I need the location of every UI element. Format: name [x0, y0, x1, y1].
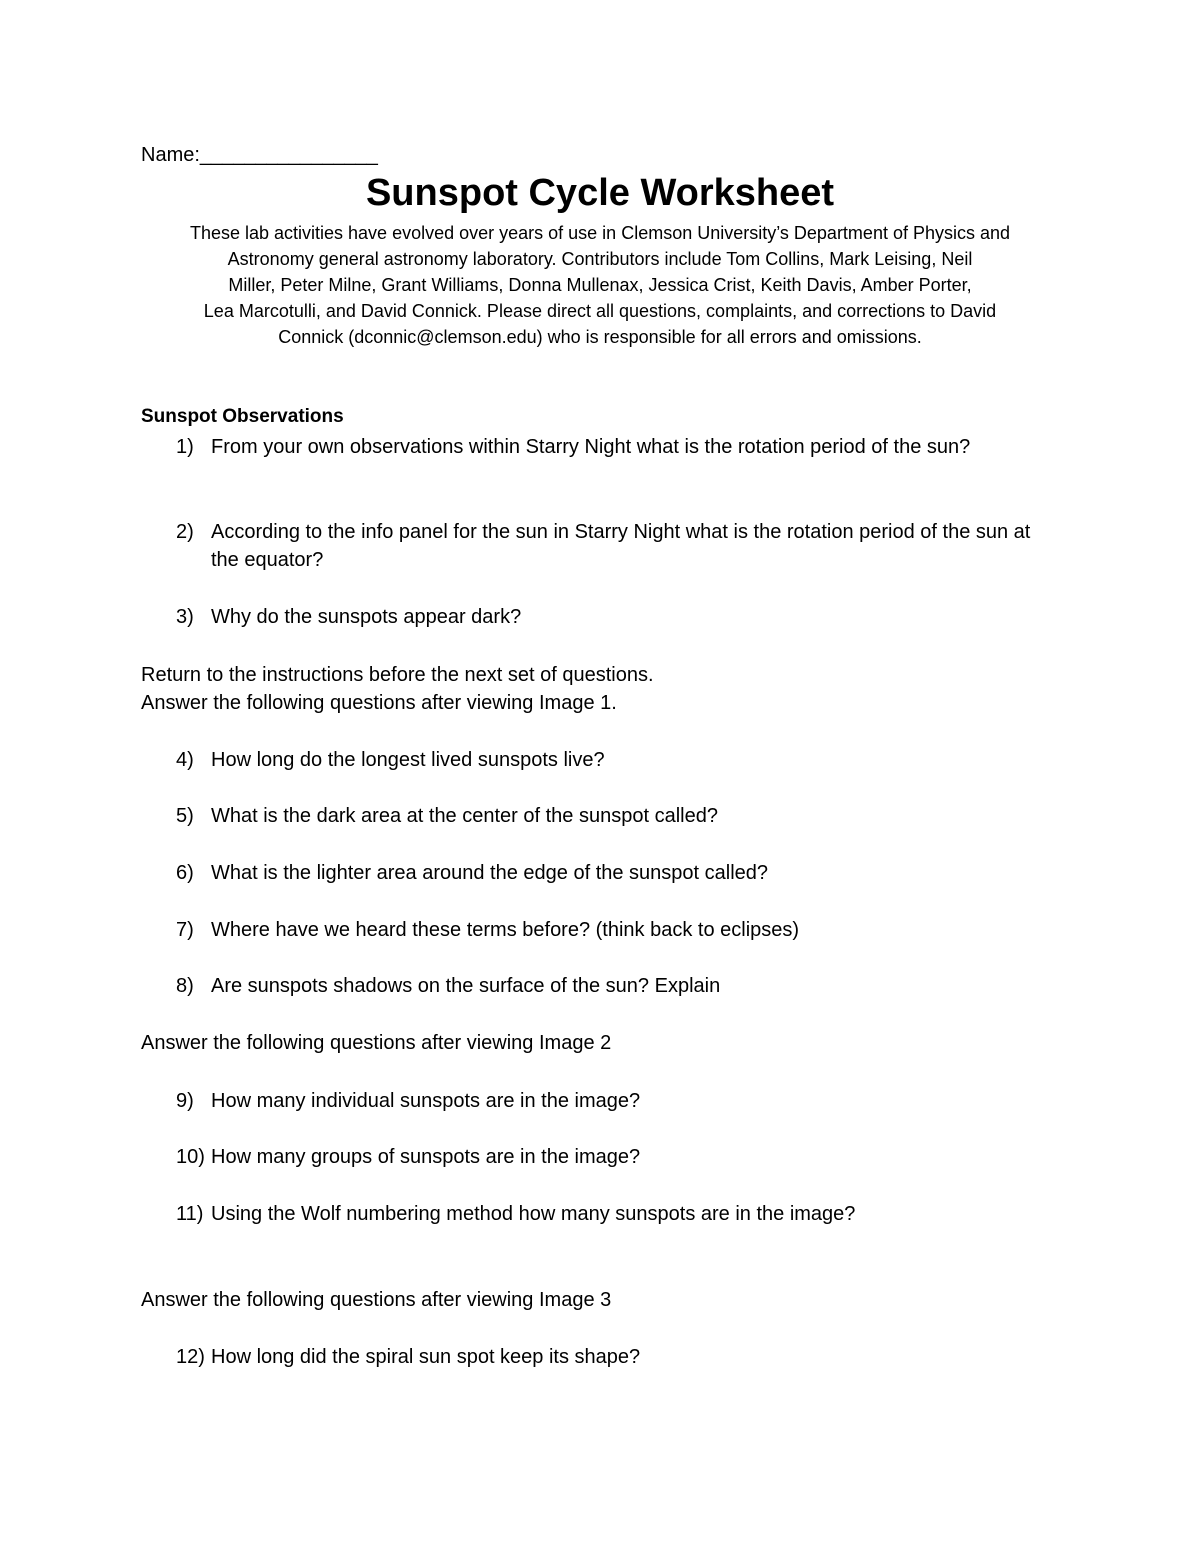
credits-line: Lea Marcotulli, and David Connick. Please direct all questions, complaints, and corrections to David — [203, 301, 997, 321]
question-number: 5) — [176, 805, 194, 827]
question-text: How long did the spiral sun spot keep its shape? — [211, 1346, 641, 1368]
question-number: 3) — [176, 606, 194, 628]
question-number: 2) — [176, 521, 194, 543]
question-text: Are sunspots shadows on the surface of the sun? Explain — [211, 975, 721, 997]
question-text: According to the info panel for the sun in Starry Night what is the rotation period of the sun at the equator? — [211, 521, 1031, 571]
question-3 — [176, 603, 1046, 631]
question-text: What is the lighter area around the edge of the sunspot called? — [211, 862, 769, 884]
question-2 — [176, 518, 1046, 574]
question-number: 8) — [176, 975, 194, 997]
question-5 — [176, 802, 1046, 830]
credits-line: Astronomy general astronomy laboratory. Contributors include Tom Collins, Mark Leising, Neil — [227, 249, 973, 269]
question-number: 4) — [176, 749, 194, 771]
question-number: 1) — [176, 436, 194, 458]
question-number: 11) — [176, 1203, 204, 1225]
page-title: Sunspot Cycle Worksheet — [365, 172, 835, 214]
image-1-instruction: Answer the following questions after viewing Image 1. — [141, 692, 617, 714]
question-text: How many groups of sunspots are in the image? — [211, 1146, 641, 1168]
section-heading: Sunspot Observations — [141, 406, 344, 427]
question-number: 9) — [176, 1090, 194, 1112]
question-11 — [176, 1200, 1046, 1228]
image-3-instruction: Answer the following questions after viewing Image 3 — [141, 1289, 612, 1311]
question-12 — [176, 1343, 1046, 1371]
question-text: Why do the sunspots appear dark? — [211, 606, 522, 628]
credits-paragraph — [150, 220, 1050, 350]
question-text: Using the Wolf numbering method how many sunspots are in the image? — [211, 1203, 856, 1225]
return-instruction: Return to the instructions before the next set of questions. — [141, 664, 654, 686]
question-number: 6) — [176, 862, 194, 884]
question-7 — [176, 916, 1046, 944]
image-2-instruction: Answer the following questions after viewing Image 2 — [141, 1032, 612, 1054]
question-text: How many individual sunspots are in the image? — [211, 1090, 641, 1112]
question-6 — [176, 859, 1046, 887]
question-text: What is the dark area at the center of the sunspot called? — [211, 805, 718, 827]
question-number: 10) — [176, 1146, 205, 1168]
question-number: 12) — [176, 1346, 205, 1368]
question-9 — [176, 1087, 1046, 1115]
question-text: From your own observations within Starry Night what is the rotation period of the sun? — [211, 436, 971, 458]
question-number: 7) — [176, 919, 194, 941]
question-4 — [176, 746, 1046, 774]
question-10 — [176, 1143, 1046, 1171]
name-field-label: Name:________________ — [141, 144, 378, 166]
credits-line: Connick (dconnic@clemson.edu) who is responsible for all errors and omissions. — [278, 327, 922, 347]
question-8 — [176, 972, 1046, 1000]
credits-line: Miller, Peter Milne, Grant Williams, Donna Mullenax, Jessica Crist, Keith Davis, Amber Porter, — [228, 275, 972, 295]
question-1 — [176, 433, 1046, 461]
question-text: How long do the longest lived sunspots live? — [211, 749, 605, 771]
credits-line: These lab activities have evolved over years of use in Clemson University’s Department of Physics and — [189, 223, 1011, 243]
question-text: Where have we heard these terms before? (think back to eclipses) — [211, 919, 800, 941]
